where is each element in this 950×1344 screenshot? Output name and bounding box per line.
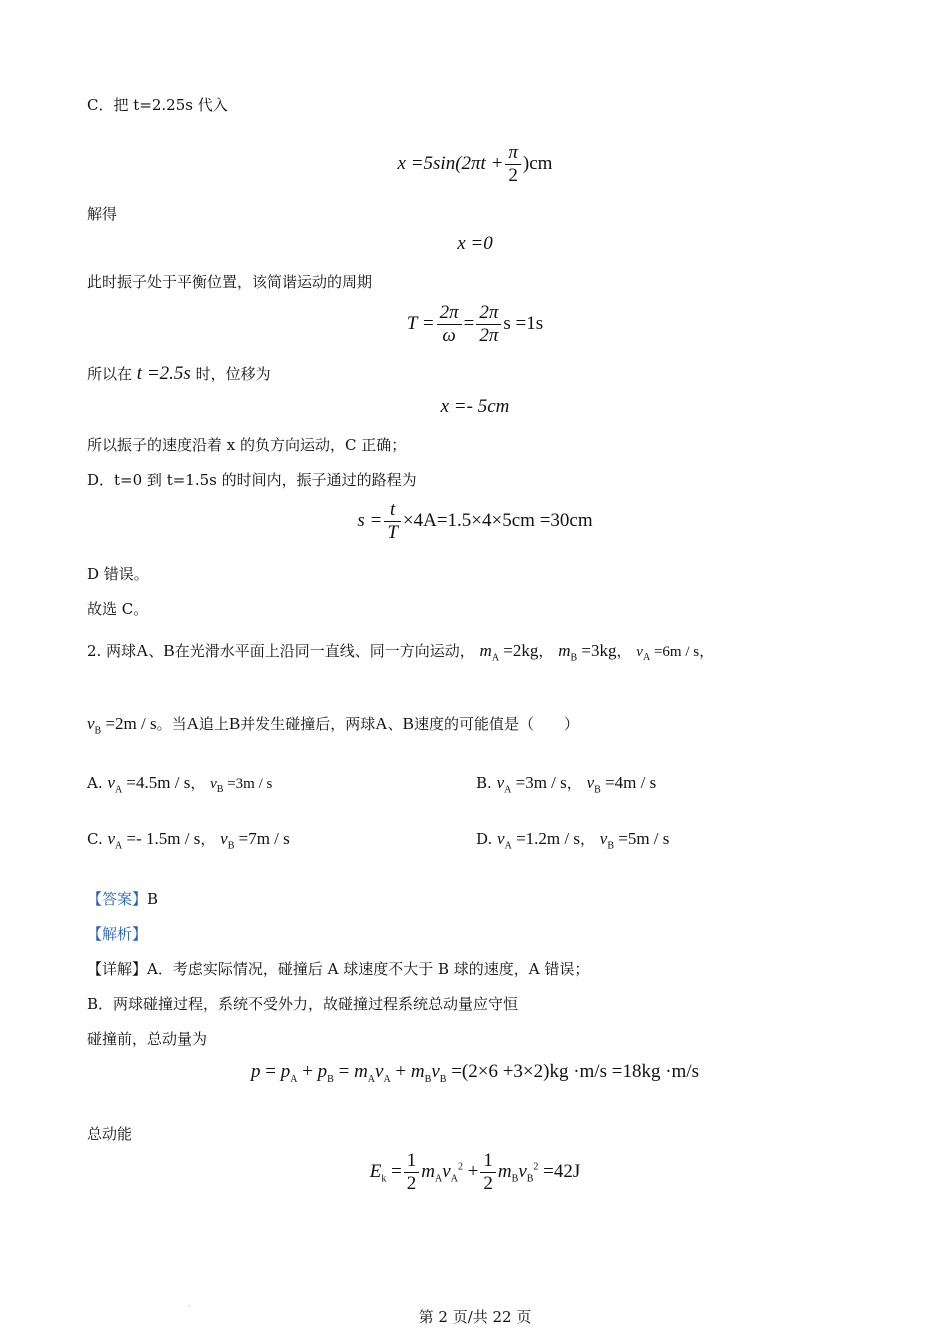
partD-verdict: D 错误。: [87, 565, 149, 583]
before-collision-label: 碰撞前，总动量为: [87, 1030, 208, 1048]
option-a[interactable]: A. $v_A =4.5m / s$， $v_B =3m / s$: [87, 773, 273, 796]
equation-x-zero: x =0: [457, 233, 493, 254]
fraction-2pi-over-omega: $\frac{2\pi}{\omega}$: [437, 302, 462, 347]
question2-line2: $v_B =2m / s$。当A追上B并发生碰撞后，两球A、B速度的可能值是（ ）: [87, 714, 579, 737]
equation-x-neg5: x =- 5cm: [440, 396, 510, 417]
answer-tag: 【答案】: [87, 890, 148, 908]
option-d[interactable]: D. $v_A =1.2m / s$， $v_B =5m / s$: [476, 829, 670, 852]
velocity-a: $v_A =6m / s$: [636, 644, 700, 663]
fraction-t-over-T: $\frac{t}{T}$: [384, 499, 401, 544]
equation-momentum: $p = p_A + p_B = m_Av_A + m_Bv_B =(2\times 6 +3\times 2)kg \cdot m/s =18kg \cdot m/s$: [251, 1061, 699, 1085]
equation-displacement: x =5sin(2πt + $\frac{\pi}{2}$ )cm: [397, 142, 553, 186]
option-b[interactable]: B. $v_A =3m / s$， $v_B =4m / s$: [476, 773, 657, 796]
equation-period: T = $\frac{2\pi}{\omega}$ = $\frac{2\pi}{2\pi}$ s =1s: [406, 302, 544, 346]
solve-label: 解得: [87, 205, 118, 223]
period-text: 此时振子处于平衡位置，该简谐运动的周期: [87, 273, 373, 291]
partC-conclusion: 所以振子的速度沿着 x 的负方向运动，C 正确；: [87, 436, 407, 454]
page-footer: 第 2 页/共 22 页: [418, 1308, 532, 1326]
detail-a: 【详解】A．考虑实际情况，碰撞后 A 球速度不大于 B 球的速度，A 错误；: [87, 960, 590, 978]
answer-value: B: [147, 890, 159, 908]
at-time-text: 所以在 t =2.5s 时，位移为: [87, 363, 271, 384]
partD-intro: D．t=0 到 t=1.5s 的时间内，振子通过的路程为: [87, 471, 417, 489]
kinetic-energy-label: 总动能: [87, 1125, 133, 1143]
question2-line1: 2. 两球A、B在光滑水平面上沿同一直线、同一方向运动， $m_A =2kg$， $m_B =3kg$， $v_A =6m / s$，: [87, 641, 715, 664]
equation-path-length: s = $\frac{t}{T}$ ×4A=1.5×4×5cm =30cm: [357, 499, 593, 543]
mass-b: $m_B =3kg$: [558, 641, 617, 664]
velocity-b: $v_B =2m / s$: [87, 714, 157, 737]
fraction-pi-over-2: $\frac{\pi}{2}$: [505, 142, 521, 187]
analysis-tag: 【解析】: [87, 925, 148, 943]
option-c[interactable]: C. $v_A =- 1.5m / s$， $v_B =7m / s$: [87, 829, 290, 852]
decorative-dot: ·: [188, 1302, 191, 1311]
equation-kinetic-energy: $E_k$ = $\frac{1}{2}$ $m_Av_A^2$ + $\frac{1}{2}$ $m_Bv_B^2 =42J$: [369, 1150, 581, 1194]
detail-b: B．两球碰撞过程，系统不受外力，故碰撞过程系统总动量应守恒: [87, 995, 519, 1013]
fraction-2pi-over-2pi: $\frac{2\pi}{2\pi}$: [476, 302, 501, 347]
answer-line: [87, 888, 158, 909]
partC-intro: C．把 t=2.25s 代入: [87, 96, 228, 114]
choice-text: 故选 C。: [87, 600, 149, 618]
mass-a: $m_A =2kg$: [479, 641, 539, 664]
